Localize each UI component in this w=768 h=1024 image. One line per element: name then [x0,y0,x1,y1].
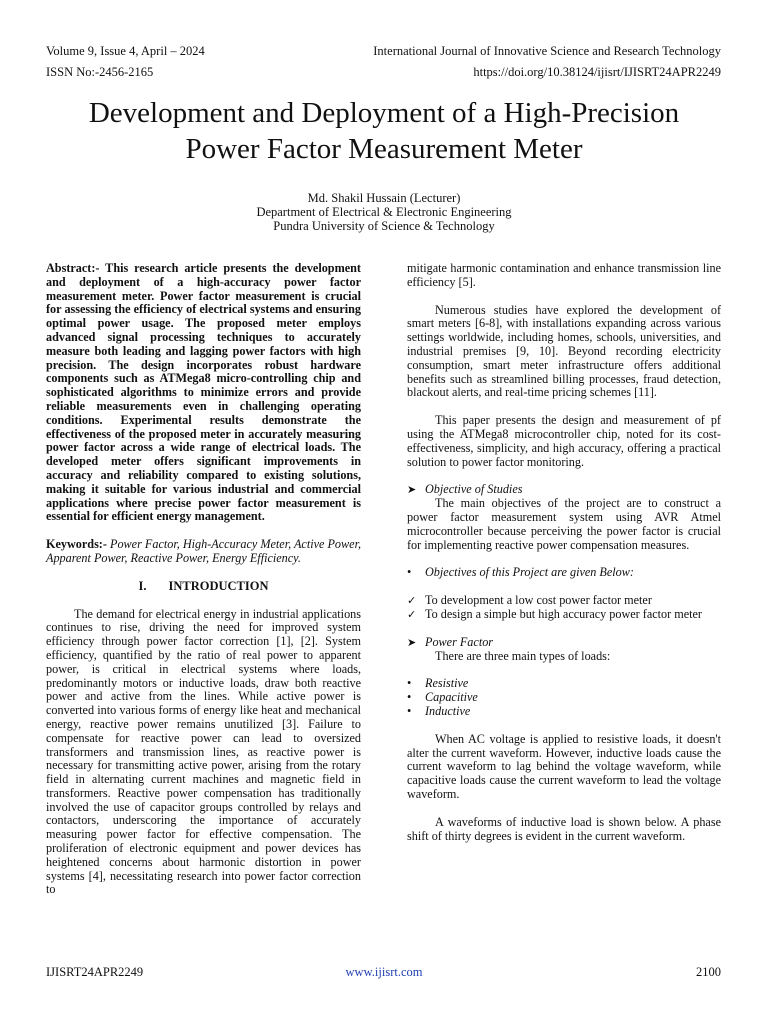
checkmark-icon: ✓ [407,607,417,621]
dot-bullet-icon: • [407,703,412,718]
volume-issue: Volume 9, Issue 4, April – 2024 [46,44,205,58]
section-heading-introduction [46,580,361,594]
footer-paper-id: IJISRT24APR2249 [46,965,144,979]
title-line-2: Power Factor Measurement Meter [185,133,583,165]
ac-voltage-paragraph: When AC voltage is applied to resistive loads, it doesn't alter the current waveform. However, inductive loads cause the current waveform to lag behind the voltage waveform, while capacitive loads cause the current waveform to lead the voltage waveform. [407,731,721,801]
page-number: 2100 [696,965,721,979]
author-block [0,191,768,233]
load-type-item: • Resistive [407,676,469,691]
load-type-item: • Capacitive [407,690,478,705]
power-factor-heading: ➤ Power Factor [407,634,494,649]
title-line-1: Development and Deployment of a High-Precision [88,97,680,129]
arrow-bullet-icon: ➤ [407,483,417,497]
journal-name: International Journal of Innovative Science and Research Technology [373,44,721,58]
author-department: Department of Electrical & Electronic Engineering [256,205,512,219]
section-number: I. [138,578,147,593]
issn: ISSN No:-2456-2165 [46,65,154,79]
objectives-list-heading: • Objectives of this Project are given Below: [407,565,634,580]
intro-continuation: mitigate harmonic contamination and enhance transmission line efficiency [5]. [407,261,721,289]
objective-heading: ➤ Objective of Studies [407,482,523,497]
keywords-label: Keywords:- [46,537,107,552]
section-title: INTRODUCTION [168,578,269,593]
objective-item: ✓ To development a low cost power factor meter [407,593,652,608]
load-type-item: • Inductive [407,703,471,718]
footer-website-link[interactable]: www.ijisrt.com [345,965,423,979]
intro-paragraph: The demand for electrical energy in industrial applications continues to rise, driving the need for improved system efficiency through power factor correction [1], [2]. System efficiency, quantified by the ratio of real power to apparent power, is critical in electrical systems where loads, predominantly motors or inductive loads, draw both reactive power and active from the lines. While active power is converted into various forms of energy like heat and mechanical energy, reactive power remains unutilized [3]. Failure to compensate for reactive power can lead to oversized transformers and transmission lines, as reactive power is necessary for transmitting active power, arising from the rotary field in alternating current machines and magnetic field in transformers. Reactive power compensation has traditionally involved the use of capacitor groups controlled by relays and contactors, underscoring the importance of accurately measuring power factor for effective compensation. The proliferation of electronic equipment and power devices has heightened concerns about harmonic distortion in power systems [4], necessitating research into power factor correction to [46,606,361,897]
paper-scope-paragraph: This paper presents the design and measurement of pf using the ATMega8 microcontroller chip, noted for its cost-effectiveness, simplicity, and high accuracy, offering a practical solution to power factor monitoring. [407,413,721,469]
objective-paragraph: The main objectives of the project are to construct a power factor measurement system using AVR Atmel microcontroller because perceiving the power factor is crucial for implementing reactive power compensation measures. [407,496,721,552]
paper-title [0,95,768,167]
arrow-bullet-icon: ➤ [407,635,417,649]
checkmark-icon: ✓ [407,594,417,608]
author-university: Pundra University of Science & Technology [273,219,495,233]
keywords-text: Power Factor, High-Accuracy Meter, Active Power, Apparent Power, Reactive Power, Energy Efficiency. [46,537,362,565]
dot-bullet-icon: • [407,690,412,705]
abstract: Abstract:- This research article presents the development and deployment of a high-accuracy power factor measurement meter. Power factor measurement is crucial for assessing the efficiency of electrical systems and ensuring optimal power usage. The proposed meter employs advanced signal processing techniques to accurately measure both leading and lagging power factors with high precision. The design incorporates robust hardware components such as ATMega8 micro-controlling chip and sophisticated algorithms to minimize errors and provide reliable measurements even in challenging operating conditions. Experimental results demonstrate the effectiveness of the proposed meter in accurately measuring power factor across a wide range of electrical loads. The developed meter offers significant improvements in accuracy and reliability compared to existing solutions, making it suitable for various industrial and commercial applications where precise power factor measurement is essential for efficient energy management. [46,261,361,524]
load-types-intro: There are three main types of loads: [435,648,611,663]
waveform-paragraph: A waveforms of inductive load is shown below. A phase shift of thirty degrees is evident in the current waveform. [407,814,721,843]
author-name: Md. Shakil Hussain (Lecturer) [307,191,461,205]
right-column [407,262,721,843]
smart-meter-paragraph: Numerous studies have explored the development of smart meters [6-8], with installations expanding across various settings worldwide, including homes, schools, universities, and industrial premises [9, 10]. Beyond recording electricity consumption, smart meter infrastructure offers additional benefits such as streamlined billing processes, fraud detection, blackout alerts, and real-time pricing schemes [11]. [407,302,721,400]
dot-bullet-icon: • [407,565,412,580]
keywords [46,538,361,566]
doi-link[interactable]: https://doi.org/10.38124/ijisrt/IJISRT24APR2249 [473,65,721,79]
objective-item: ✓ To design a simple but high accuracy power factor meter [407,606,702,621]
dot-bullet-icon: • [407,676,412,691]
left-column [46,262,361,897]
